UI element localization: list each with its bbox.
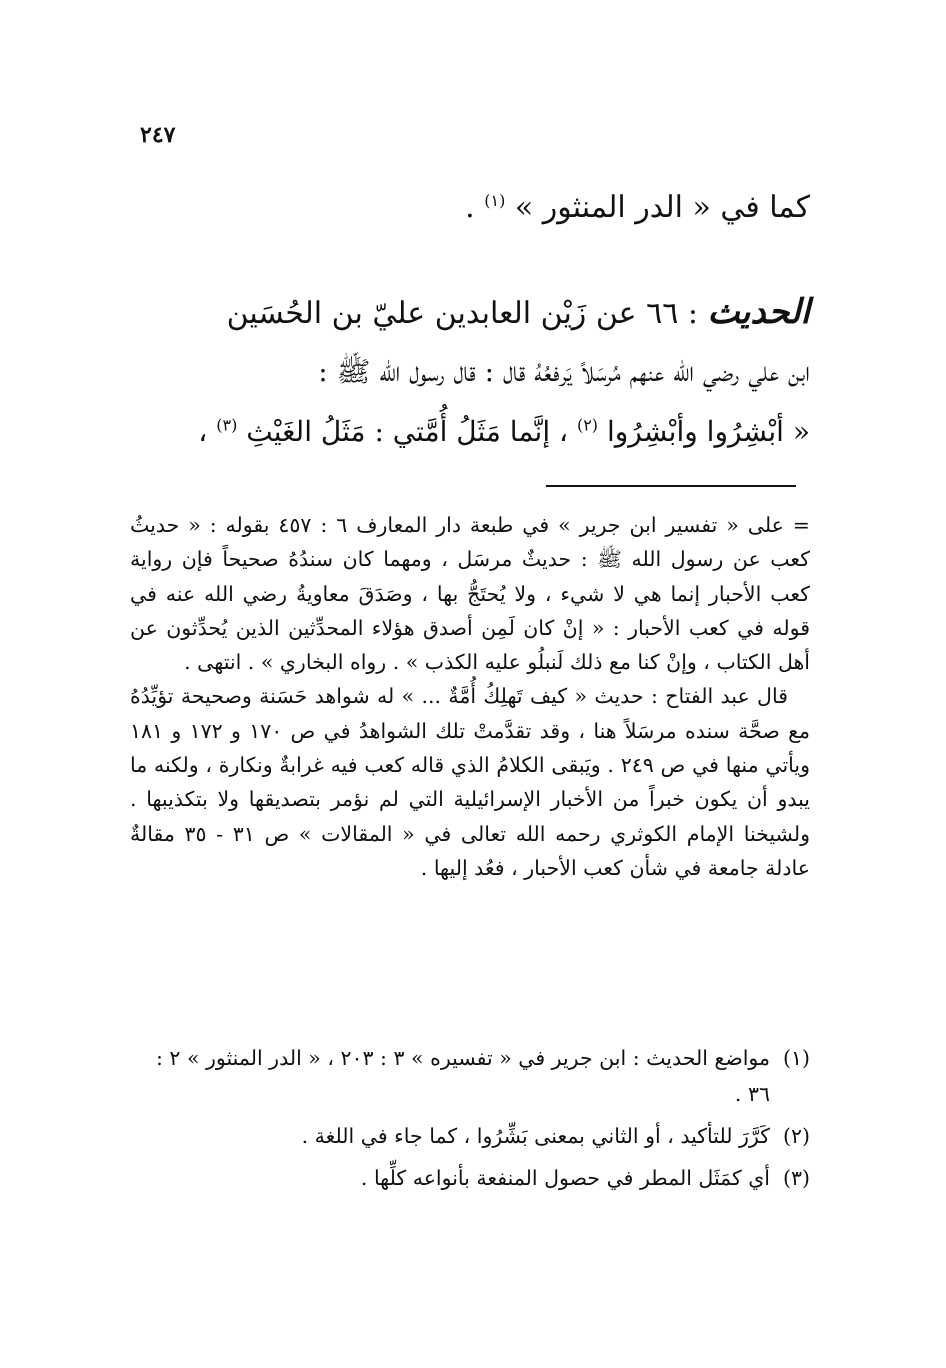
footnote-3: [130, 1160, 810, 1196]
footnote-1-mark: (١): [782, 1046, 810, 1070]
footnote-1-text: مواضع الحديث : ابن جرير في « تفسيره » ٣ : ٢٠٣ ، « الدر المنثور » ٢ : ٣٦ .: [155, 1046, 770, 1106]
main-text-line-4-end: ،: [198, 415, 208, 448]
footnote-3-text: أي كمَثَل المطر في حصول المنفعة بأنواعه كلِّها .: [360, 1166, 770, 1190]
footnote-1: [130, 1040, 810, 1112]
footnote-ref-1: (١): [484, 191, 506, 210]
footnote-ref-2: (٢): [576, 415, 599, 435]
main-text-line-4-a: « أبْشِرُوا وأبْشِرُوا: [606, 415, 810, 448]
notes-paragraph-2: قال عبد الفتاح : حديث « كيف تَهلِكُ أُمَّةٌ ... » له شواهد حَسَنة وصحيحة تؤيِّدُهُ مع صحَّة سنده مرسَلاً هنا ، وقد تقدَّمتْ تلك الشواهدُ في ص ١٧٠ و ١٧٢ و ١٨١ ويأتي منها في ص ٢٤٩ . ويَبقى الكلامُ الذي قاله كعب فيه غرابةٌ ونكارة ، ولكنه ما يبدو أن يكون خبراً من الأخبار الإسرائيلية التي لم نؤمر بتصديقها ولا بتكذيبها . ولشيخنا الإمام الكوثري رحمه الله تعالى في « المقالات » ص ٣١ - ٣٥ مقالةٌ عادلة جامعة في شأن كعب الأحبار ، فعُد إليها .: [130, 684, 811, 880]
hadith-heading-text: : ٦٦ عن زَيْن العابدين عليّ بن الحُسَين: [226, 296, 698, 331]
page-number: ٢٤٧: [140, 122, 176, 148]
main-text-line-3: ابن علي رضي الله عنهم مُرسَلاً يَرفعُهُ قال : قال رسول الله ﷺ :: [318, 355, 810, 388]
notes-block: [130, 508, 810, 885]
footnote-separator: [546, 485, 796, 487]
main-text-line-4-b: ، إنَّما مَثَلُ أُمَّتي : مَثَلُ الغَيْثِ: [246, 415, 569, 448]
footnote-2: [130, 1118, 810, 1154]
main-text-line-1: [130, 190, 810, 225]
main-text-line-1-end: .: [465, 190, 475, 225]
footnote-2-text: كَرَّرَ للتأكيد ، أو الثاني بمعنى بَشِّرُوا ، كما جاء في اللغة .: [301, 1124, 770, 1148]
footnote-2-mark: (٢): [782, 1124, 810, 1148]
footnote-ref-3: (٣): [216, 415, 238, 435]
hadith-heading-line: [130, 292, 810, 332]
notes-paragraph-1: = على « تفسير ابن جرير » في طبعة دار المعارف ٦ : ٤٥٧ بقوله : « حديثُ كعب عن رسول الله ﷺ : حديثٌ مرسَل ، ومهما كان سندُهُ صحيحاً فإن رواية كعب الأحبار إنما هي لا شيء ، ولا يُحتَجُّ بها ، وصَدَقَ معاويةُ رضي الله عنه في قوله في كعب الأحبار : « إنْ كان لَمِن أصدق هؤلاء المحدِّثين الذين يُحدِّثون عن أهل الكتاب ، وإنْ كنا مع ذلك لَنبلُو عليه الكذب » . رواه البخاري » . انتهى .: [130, 513, 810, 675]
footnotes: [130, 1040, 810, 1202]
footnote-3-mark: (٣): [782, 1166, 810, 1190]
main-text-line-1-text: كما في « الدر المنثور »: [514, 190, 810, 225]
hadith-label: الحديث: [707, 292, 810, 332]
main-text-line-4: [130, 415, 810, 448]
